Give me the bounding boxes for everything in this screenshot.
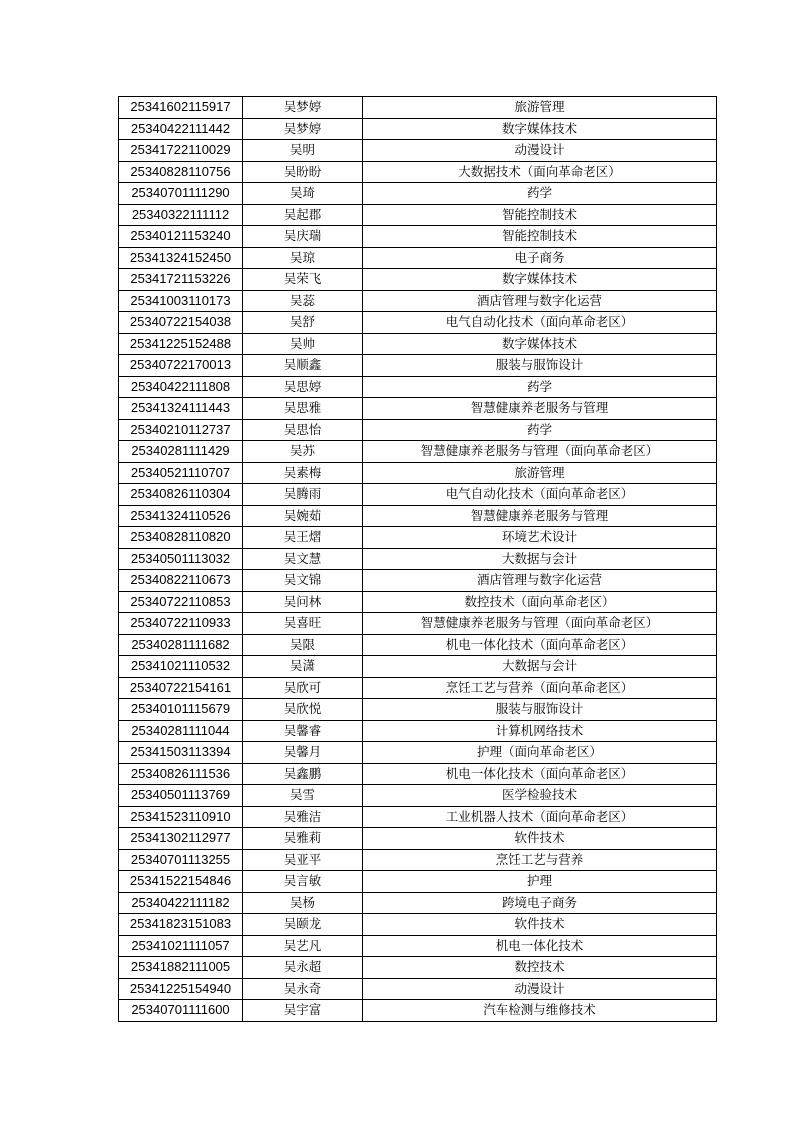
table-row xyxy=(119,720,717,742)
major-cell: 旅游管理 xyxy=(363,97,717,119)
student-name-cell: 吴庆瑞 xyxy=(243,226,363,248)
student-name-cell: 吴馨睿 xyxy=(243,720,363,742)
student-id-cell: 25340828110756 xyxy=(119,161,243,183)
table-body xyxy=(119,97,717,1022)
major-cell: 软件技术 xyxy=(363,914,717,936)
student-id-cell: 25340121153240 xyxy=(119,226,243,248)
student-name-cell: 吴梦婷 xyxy=(243,97,363,119)
student-id-cell: 25340701111290 xyxy=(119,183,243,205)
student-name-cell: 吴杨 xyxy=(243,892,363,914)
table-row xyxy=(119,376,717,398)
major-cell: 智慧健康养老服务与管理（面向革命老区） xyxy=(363,441,717,463)
major-cell: 烹饪工艺与营养（面向革命老区） xyxy=(363,677,717,699)
student-id-cell: 25340281111682 xyxy=(119,634,243,656)
student-name-cell: 吴雅洁 xyxy=(243,806,363,828)
table-row xyxy=(119,677,717,699)
table-row xyxy=(119,935,717,957)
major-cell: 护理 xyxy=(363,871,717,893)
table-row xyxy=(119,871,717,893)
student-name-cell: 吴琼 xyxy=(243,247,363,269)
student-id-cell: 25341882111005 xyxy=(119,957,243,979)
student-name-cell: 吴艺凡 xyxy=(243,935,363,957)
major-cell: 医学检验技术 xyxy=(363,785,717,807)
student-name-cell: 吴馨月 xyxy=(243,742,363,764)
student-id-cell: 25340722110933 xyxy=(119,613,243,635)
major-cell: 烹饪工艺与营养 xyxy=(363,849,717,871)
student-name-cell: 吴问林 xyxy=(243,591,363,613)
major-cell: 药学 xyxy=(363,376,717,398)
major-cell: 智慧健康养老服务与管理（面向革命老区） xyxy=(363,613,717,635)
major-cell: 护理（面向革命老区） xyxy=(363,742,717,764)
major-cell: 酒店管理与数字化运营 xyxy=(363,570,717,592)
table-row xyxy=(119,613,717,635)
major-cell: 大数据技术（面向革命老区） xyxy=(363,161,717,183)
student-name-cell: 吴雅莉 xyxy=(243,828,363,850)
major-cell: 药学 xyxy=(363,419,717,441)
major-cell: 机电一体化技术 xyxy=(363,935,717,957)
student-id-cell: 25341003110173 xyxy=(119,290,243,312)
table-row xyxy=(119,699,717,721)
student-id-cell: 25341021110532 xyxy=(119,656,243,678)
table-row xyxy=(119,978,717,1000)
major-cell: 计算机网络技术 xyxy=(363,720,717,742)
table-row xyxy=(119,333,717,355)
student-id-cell: 25340722154038 xyxy=(119,312,243,334)
major-cell: 数控技术 xyxy=(363,957,717,979)
student-name-cell: 吴欣悦 xyxy=(243,699,363,721)
student-name-cell: 吴永超 xyxy=(243,957,363,979)
student-name-cell: 吴欣可 xyxy=(243,677,363,699)
table-row xyxy=(119,118,717,140)
student-name-cell: 吴起郡 xyxy=(243,204,363,226)
major-cell: 旅游管理 xyxy=(363,462,717,484)
major-cell: 数字媒体技术 xyxy=(363,333,717,355)
table-row xyxy=(119,591,717,613)
major-cell: 数字媒体技术 xyxy=(363,269,717,291)
major-cell: 跨境电子商务 xyxy=(363,892,717,914)
table-row xyxy=(119,398,717,420)
student-name-cell: 吴雪 xyxy=(243,785,363,807)
student-name-cell: 吴思婷 xyxy=(243,376,363,398)
student-id-cell: 25340826110304 xyxy=(119,484,243,506)
student-name-cell: 吴亚平 xyxy=(243,849,363,871)
table-row xyxy=(119,183,717,205)
student-id-cell: 25341522154846 xyxy=(119,871,243,893)
student-id-cell: 25340281111044 xyxy=(119,720,243,742)
student-name-cell: 吴文慧 xyxy=(243,548,363,570)
student-id-cell: 25340828110820 xyxy=(119,527,243,549)
table-row xyxy=(119,161,717,183)
student-id-cell: 25341823151083 xyxy=(119,914,243,936)
table-row xyxy=(119,806,717,828)
student-id-cell: 25340722170013 xyxy=(119,355,243,377)
student-id-cell: 25340501113032 xyxy=(119,548,243,570)
major-cell: 大数据与会计 xyxy=(363,548,717,570)
student-id-cell: 25340101115679 xyxy=(119,699,243,721)
student-id-cell: 25340701113255 xyxy=(119,849,243,871)
major-cell: 工业机器人技术（面向革命老区） xyxy=(363,806,717,828)
major-cell: 智能控制技术 xyxy=(363,204,717,226)
major-cell: 智慧健康养老服务与管理 xyxy=(363,398,717,420)
student-name-cell: 吴永奇 xyxy=(243,978,363,1000)
student-name-cell: 吴琦 xyxy=(243,183,363,205)
student-name-cell: 吴思雅 xyxy=(243,398,363,420)
major-cell: 智慧健康养老服务与管理 xyxy=(363,505,717,527)
table-row xyxy=(119,97,717,119)
table-row xyxy=(119,462,717,484)
student-id-cell: 25341225154940 xyxy=(119,978,243,1000)
student-id-cell: 25340422111808 xyxy=(119,376,243,398)
student-name-cell: 吴盼盼 xyxy=(243,161,363,183)
student-id-cell: 25341324110526 xyxy=(119,505,243,527)
student-id-cell: 25341523110910 xyxy=(119,806,243,828)
major-cell: 电气自动化技术（面向革命老区） xyxy=(363,484,717,506)
student-name-cell: 吴婉茹 xyxy=(243,505,363,527)
table-row xyxy=(119,290,717,312)
student-name-cell: 吴宇富 xyxy=(243,1000,363,1022)
student-name-cell: 吴苏 xyxy=(243,441,363,463)
student-name-cell: 吴王熠 xyxy=(243,527,363,549)
table-row xyxy=(119,355,717,377)
major-cell: 数字媒体技术 xyxy=(363,118,717,140)
student-name-cell: 吴腾雨 xyxy=(243,484,363,506)
student-name-cell: 吴明 xyxy=(243,140,363,162)
student-id-cell: 25340826111536 xyxy=(119,763,243,785)
major-cell: 电气自动化技术（面向革命老区） xyxy=(363,312,717,334)
student-id-cell: 25340210112737 xyxy=(119,419,243,441)
table-row xyxy=(119,204,717,226)
table-row xyxy=(119,441,717,463)
table-row xyxy=(119,527,717,549)
student-id-cell: 25340281111429 xyxy=(119,441,243,463)
table-row xyxy=(119,226,717,248)
table-row xyxy=(119,742,717,764)
student-name-cell: 吴限 xyxy=(243,634,363,656)
major-cell: 汽车检测与维修技术 xyxy=(363,1000,717,1022)
major-cell: 大数据与会计 xyxy=(363,656,717,678)
major-cell: 软件技术 xyxy=(363,828,717,850)
student-name-cell: 吴思怡 xyxy=(243,419,363,441)
major-cell: 服装与服饰设计 xyxy=(363,355,717,377)
student-id-cell: 25340722110853 xyxy=(119,591,243,613)
student-id-cell: 25340722154161 xyxy=(119,677,243,699)
table-row xyxy=(119,570,717,592)
major-cell: 环境艺术设计 xyxy=(363,527,717,549)
student-name-cell: 吴喜旺 xyxy=(243,613,363,635)
major-cell: 电子商务 xyxy=(363,247,717,269)
table-row xyxy=(119,269,717,291)
student-id-cell: 25341602115917 xyxy=(119,97,243,119)
major-cell: 酒店管理与数字化运营 xyxy=(363,290,717,312)
table-row xyxy=(119,140,717,162)
student-id-cell: 25341225152488 xyxy=(119,333,243,355)
student-name-cell: 吴鑫鹏 xyxy=(243,763,363,785)
major-cell: 动漫设计 xyxy=(363,978,717,1000)
student-name-cell: 吴言敏 xyxy=(243,871,363,893)
table-row xyxy=(119,892,717,914)
student-id-cell: 25340322111112 xyxy=(119,204,243,226)
student-id-cell: 25341722110029 xyxy=(119,140,243,162)
table-row xyxy=(119,634,717,656)
major-cell: 服装与服饰设计 xyxy=(363,699,717,721)
student-id-cell: 25340501113769 xyxy=(119,785,243,807)
major-cell: 机电一体化技术（面向革命老区） xyxy=(363,634,717,656)
table-row xyxy=(119,312,717,334)
student-id-cell: 25340521110707 xyxy=(119,462,243,484)
major-cell: 动漫设计 xyxy=(363,140,717,162)
table-row xyxy=(119,656,717,678)
student-name-cell: 吴蕊 xyxy=(243,290,363,312)
student-id-cell: 25340701111600 xyxy=(119,1000,243,1022)
student-name-cell: 吴舒 xyxy=(243,312,363,334)
student-id-cell: 25341021111057 xyxy=(119,935,243,957)
student-name-cell: 吴梦婷 xyxy=(243,118,363,140)
student-name-cell: 吴文锦 xyxy=(243,570,363,592)
table-row xyxy=(119,247,717,269)
major-cell: 机电一体化技术（面向革命老区） xyxy=(363,763,717,785)
student-id-cell: 25340422111442 xyxy=(119,118,243,140)
student-id-cell: 25340822110673 xyxy=(119,570,243,592)
student-name-cell: 吴帅 xyxy=(243,333,363,355)
admission-list-table xyxy=(118,96,717,1022)
student-id-cell: 25341302112977 xyxy=(119,828,243,850)
student-name-cell: 吴荣飞 xyxy=(243,269,363,291)
student-id-cell: 25341324111443 xyxy=(119,398,243,420)
student-name-cell: 吴顺鑫 xyxy=(243,355,363,377)
major-cell: 数控技术（面向革命老区） xyxy=(363,591,717,613)
table-row xyxy=(119,849,717,871)
table-row xyxy=(119,484,717,506)
student-name-cell: 吴素梅 xyxy=(243,462,363,484)
table-row xyxy=(119,505,717,527)
student-name-cell: 吴颐龙 xyxy=(243,914,363,936)
table-row xyxy=(119,419,717,441)
table-row xyxy=(119,914,717,936)
student-name-cell: 吴潇 xyxy=(243,656,363,678)
student-id-cell: 25341721153226 xyxy=(119,269,243,291)
table-row xyxy=(119,1000,717,1022)
student-id-cell: 25340422111182 xyxy=(119,892,243,914)
major-cell: 药学 xyxy=(363,183,717,205)
table-row xyxy=(119,828,717,850)
table-row xyxy=(119,548,717,570)
table-row xyxy=(119,785,717,807)
table-row xyxy=(119,763,717,785)
table-row xyxy=(119,957,717,979)
student-id-cell: 25341503113394 xyxy=(119,742,243,764)
student-id-cell: 25341324152450 xyxy=(119,247,243,269)
major-cell: 智能控制技术 xyxy=(363,226,717,248)
